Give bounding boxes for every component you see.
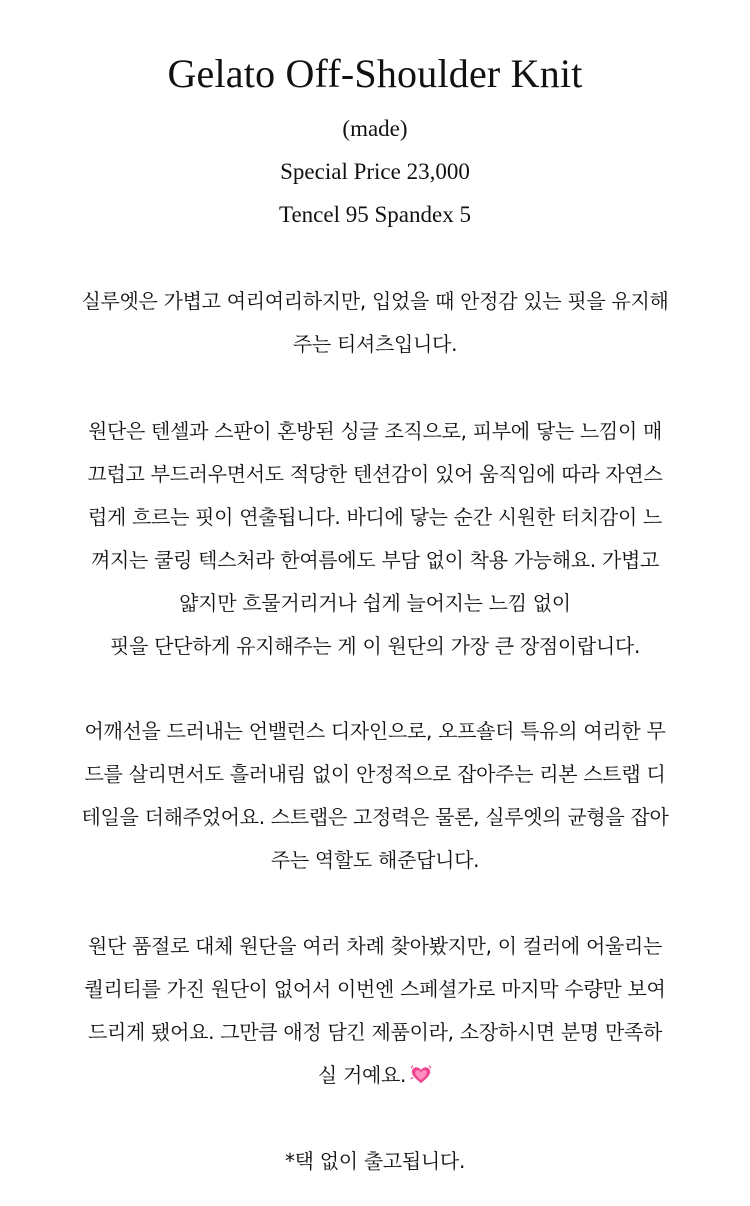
description-paragraph-design xyxy=(20,710,730,882)
text-line-with-heart xyxy=(20,1054,730,1097)
text-line: 어깨선을 드러내는 언밸런스 디자인으로, 오프숄더 특유의 여리한 무 xyxy=(84,719,666,743)
text-line: 실루엣은 가볍고 여리여리하지만, 입었을 때 안정감 있는 핏을 유지해 xyxy=(81,289,669,313)
text-line-last: 실 거예요. xyxy=(317,1063,407,1087)
text-line: 주는 티셔츠입니다. xyxy=(292,332,458,356)
fabric-composition: Tencel 95 Spandex 5 xyxy=(279,202,471,227)
shipping-note xyxy=(20,1140,730,1183)
text-line: 원단은 텐셀과 스판이 혼방된 싱글 조직으로, 피부에 닿는 느낌이 매 xyxy=(87,419,663,443)
text-line: 드를 살리면서도 흘러내림 없이 안정적으로 잡아주는 리본 스트랩 디 xyxy=(84,762,666,786)
text-line: 럽게 흐르는 핏이 연출됩니다. 바디에 닿는 순간 시원한 터치감이 느 xyxy=(87,505,663,529)
text-line: 껴지는 쿨링 텍스처라 한여름에도 부담 없이 착용 가능해요. 가볍고 xyxy=(90,548,660,572)
text-line: 주는 역할도 해준답니다. xyxy=(270,848,480,872)
text-line: 퀄리티를 가진 원단이 없어서 이번엔 스페셜가로 마지막 수량만 보여 xyxy=(84,977,666,1001)
text-line: 원단 품절로 대체 원단을 여러 차례 찾아봤지만, 이 컬러에 어울리는 xyxy=(87,934,663,958)
text-line: 얇지만 흐물거리거나 쉽게 늘어지는 느낌 없이 xyxy=(179,591,571,615)
sparkling-heart-icon xyxy=(410,1064,432,1086)
made-label: (made) xyxy=(342,116,408,141)
text-line: 끄럽고 부드러우면서도 적당한 텐션감이 있어 움직임에 따라 자연스 xyxy=(87,462,663,486)
description-paragraph-limited xyxy=(20,925,730,1097)
text-line: 핏을 단단하게 유지해주는 게 이 원단의 가장 큰 장점이랍니다. xyxy=(109,634,641,658)
product-title: Gelato Off-Shoulder Knit xyxy=(167,51,583,96)
text-line: *택 없이 출고됩니다. xyxy=(284,1149,466,1173)
special-price: Special Price 23,000 xyxy=(280,159,470,184)
text-line: 드리게 됐어요. 그만큼 애정 담긴 제품이라, 소장하시면 분명 만족하 xyxy=(87,1020,663,1044)
text-line: 테일을 더해주었어요. 스트랩은 고정력은 물론, 실루엣의 균형을 잡아 xyxy=(81,805,669,829)
description-paragraph-fabric xyxy=(20,410,730,668)
description-paragraph-silhouette xyxy=(20,280,730,366)
